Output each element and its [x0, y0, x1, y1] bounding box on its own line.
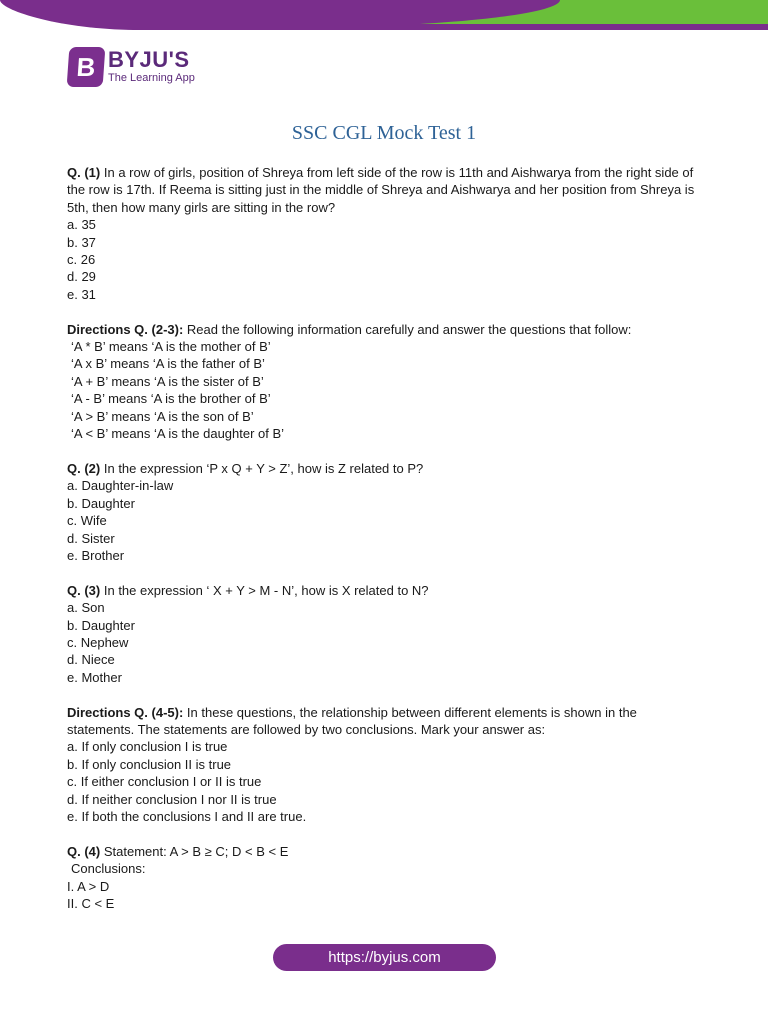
option: d. 29: [67, 269, 96, 285]
conclusions-label: Conclusions:: [71, 861, 146, 877]
directions-text: In these questions, the relationship between different elements is shown in the statements. The statements are followed by two conclusions. Mark your answer as:: [67, 704, 637, 737]
footer-url-link[interactable]: https://byjus.com: [273, 944, 496, 971]
header-band: [0, 0, 768, 30]
question-label: Q. (3): [67, 582, 101, 598]
question-3: [67, 582, 707, 599]
question-label: Q. (1): [67, 165, 101, 180]
relation-rule: ‘A < B’ means ‘A is the daughter of B’: [71, 426, 285, 442]
answer-key-option: a. If only conclusion I is true: [67, 739, 228, 755]
question-label: Q. (2): [67, 460, 101, 476]
option: d. Niece: [67, 652, 115, 668]
option: b. 37: [67, 234, 96, 250]
option: c. 26: [67, 252, 96, 268]
option: b. Daughter: [67, 617, 135, 633]
directions-2-3: [67, 321, 707, 338]
question-label: Q. (4): [67, 843, 101, 859]
byjus-logo: [68, 47, 195, 87]
option: e. 31: [67, 286, 96, 302]
question-4: [67, 843, 707, 860]
relation-rule: ‘A x B’ means ‘A is the father of B’: [71, 356, 265, 372]
option: b. Daughter: [67, 495, 135, 511]
answer-key-option: e. If both the conclusions I and II are true.: [67, 808, 307, 824]
question-1: [67, 164, 707, 216]
option: c. Nephew: [67, 634, 129, 650]
relation-rule: ‘A * B’ means ‘A is the mother of B’: [71, 339, 271, 355]
option: a. Daughter-in-law: [67, 478, 174, 494]
option: e. Brother: [67, 547, 125, 563]
relation-rule: ‘A - B’ means ‘A is the brother of B’: [71, 391, 271, 407]
directions-text: Read the following information carefully and answer the questions that follow:: [186, 321, 632, 337]
option: a. 35: [67, 217, 96, 233]
question-text: In the expression ‘P x Q + Y > Z’, how is Z related to P?: [103, 460, 424, 476]
directions-label: Directions Q. (4-5):: [67, 704, 184, 720]
answer-key-option: b. If only conclusion II is true: [67, 756, 232, 772]
conclusion: II. C < E: [67, 895, 115, 911]
question-text: Statement: A > B ≥ C; D < B < E: [103, 843, 289, 859]
answer-key-option: d. If neither conclusion I nor II is true: [67, 791, 277, 807]
question-text: In a row of girls, position of Shreya from left side of the row is 11th and Aishwarya from the right side of the row is 17th. If Reema is sitting just in the middle of Shreya and Aishwarya and her position from Shreya is 5th, then how many girls are sitting in the row?: [67, 165, 695, 215]
directions-4-5: [67, 704, 707, 739]
directions-label: Directions Q. (2-3):: [67, 321, 184, 337]
logo-mark: B: [67, 47, 106, 87]
option: e. Mother: [67, 669, 122, 685]
brand-tagline: The Learning App: [108, 72, 195, 84]
question-2: [67, 460, 707, 477]
document-body: [67, 164, 707, 912]
option: c. Wife: [67, 513, 107, 529]
option: a. Son: [67, 600, 105, 616]
question-text: In the expression ‘ X + Y > M - N’, how is X related to N?: [103, 582, 429, 598]
option: d. Sister: [67, 530, 115, 546]
conclusion: I. A > D: [67, 878, 110, 894]
relation-rule: ‘A + B’ means ‘A is the sister of B’: [71, 373, 264, 389]
page-title: SSC CGL Mock Test 1: [291, 122, 477, 144]
brand-name: BYJU'S: [108, 47, 190, 72]
relation-rule: ‘A > B’ means ‘A is the son of B’: [71, 408, 254, 424]
answer-key-option: c. If either conclusion I or II is true: [67, 774, 262, 790]
